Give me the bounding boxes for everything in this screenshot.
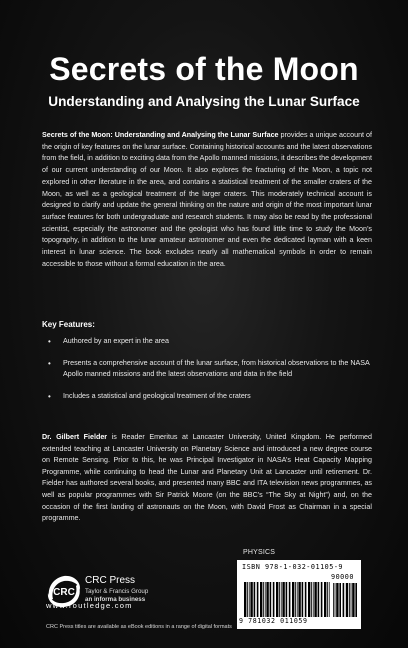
key-feature-item (42, 336, 372, 348)
author-bio (42, 432, 372, 525)
barcode-stripe (314, 582, 316, 617)
book-title: Secrets of the Moon (49, 51, 359, 87)
barcode-stripe (270, 582, 272, 617)
price-code: 90000 (331, 573, 354, 581)
bullet-icon: • (48, 337, 51, 346)
barcode-stripe (260, 582, 262, 617)
bullet-icon: • (48, 391, 51, 401)
barcode-stripe (250, 582, 252, 617)
barcode-stripe (336, 583, 338, 617)
barcode-stripe (346, 583, 348, 617)
publisher-block (44, 570, 174, 620)
barcode-stripe (329, 582, 330, 617)
barcode-stripe (327, 582, 328, 617)
description-lead: Secrets of the Moon: Understanding and Analysing the Lunar Surface (42, 131, 279, 139)
barcode-stripe (281, 582, 282, 617)
key-feature-text: Authored by an expert in the area (63, 337, 169, 345)
barcode-stripe (276, 582, 278, 617)
book-description (42, 130, 372, 270)
isbn-number: ISBN 978-1-032-01105-9 (242, 563, 344, 571)
author-name: Dr. Gilbert Fielder (42, 433, 108, 441)
description-text: provides a unique account of the origin of key features on the lunar surface. Containing historical accounts and the latest observations from the field, in addition to exciting data from the Apollo manned missions, it describes the development of our current understanding of our Moon. It also explores the fracturing of the Moon, a topic not explored in other literature in the area, and contains a statistical treatment of the smaller craters of the Moon, as well as a geological treatment of the larger craters. This moderately technical account is designed to clarify and update the general thinking on the nature and origin of the most important lunar surface features for both undergraduate and research students. It may also be read by the professional scientist, especially the astronomer and the geologist who has found little time to study the Moon’s topography, in addition to the lunar amateur astronomer and even the dedicated layman with a keen interest in lunar science. The book excludes nearly all mathematical symbols in order to remain accessible to those without a formal education in the area. (42, 131, 372, 268)
barcode-stripe (321, 582, 323, 617)
barcode-stripe (343, 583, 345, 617)
barcode-stripe (265, 582, 266, 617)
barcode-stripe (349, 583, 350, 617)
barcode-stripe (313, 582, 314, 617)
author-bio-text: is Reader Emeritus at Lancaster University, United Kingdom. He performed extended teaching at Lancaster University on Planetary Science and introduced a new degree course on Remote Sensing. Prior to this, he was Principal Investigator in NASA’s Heat Capacity Mapping Programme, while continuing to head the Lunar and Planetary Unit at Lancaster until retirement. Dr. Fielder has authored several books, and presented many BBC and ITA television news programmes, as well as popular programmes with Sir Patrick Moore (on the BBC’s “The Sky at Night”) and, on the occasion of the first landing of astronauts on the Moon, with David Frost as Chairman in a special programme. (42, 433, 372, 523)
barcode-stripe (308, 582, 310, 617)
barcode-stripe (297, 582, 298, 617)
addon-barcode-bars (333, 583, 357, 617)
key-feature-item (42, 358, 372, 381)
barcode-stripe (335, 583, 336, 617)
barcode-stripe (286, 582, 288, 617)
key-features-heading: Key Features: (42, 320, 95, 329)
barcode-stripe (298, 582, 300, 617)
barcode-stripe (279, 582, 280, 617)
ean-barcode-bars (244, 582, 330, 617)
barcode-stripe (333, 583, 334, 617)
subject-category: PHYSICS (243, 549, 276, 556)
barcode-stripe (263, 582, 264, 617)
barcode-stripe (247, 582, 248, 617)
barcode-stripe (355, 583, 357, 617)
barcode-stripe (249, 582, 250, 617)
barcode-stripe (352, 583, 354, 617)
barcode-stripe (266, 582, 268, 617)
barcode-stripe (351, 583, 352, 617)
barcode-stripe (244, 582, 246, 617)
key-features-list (42, 336, 372, 412)
barcode-stripe (339, 583, 341, 617)
barcode-stripe (302, 582, 304, 617)
key-feature-text: Includes a statistical and geological treatment of the craters (63, 391, 251, 400)
publisher-name: CRC Press (85, 575, 136, 586)
isbn-barcode (237, 560, 361, 629)
book-subtitle: Understanding and Analysing the Lunar Surface (48, 94, 360, 109)
barcode-stripe (289, 582, 291, 617)
publisher-website: www.routledge.com (46, 601, 133, 610)
barcode-stripe (305, 582, 307, 617)
publisher-group: Taylor & Francis Group (85, 588, 149, 595)
barcode-stripe (282, 582, 284, 617)
publisher-parent: an informa business (85, 596, 146, 603)
key-feature-text: Presents a comprehensive account of the lunar surface, from historical observations to the NASA Apollo manned missions and the latest observations and data in the field (63, 358, 370, 378)
barcode-stripe (254, 582, 256, 617)
barcode-stripe (292, 582, 294, 617)
barcode-stripe (295, 582, 296, 617)
barcode-stripe (324, 582, 326, 617)
ean-digits: 9 781032 011059 (239, 617, 308, 625)
crc-logo-text: CRC (53, 587, 75, 598)
barcode-stripe (257, 582, 259, 617)
barcode-stripe (311, 582, 312, 617)
barcode-stripe (318, 582, 320, 617)
barcode-stripe (273, 582, 275, 617)
key-feature-item (42, 391, 372, 403)
ebook-availability-note: CRC Press titles are available as eBook editions in a range of digital formats (46, 624, 232, 630)
bullet-icon: • (48, 358, 51, 368)
